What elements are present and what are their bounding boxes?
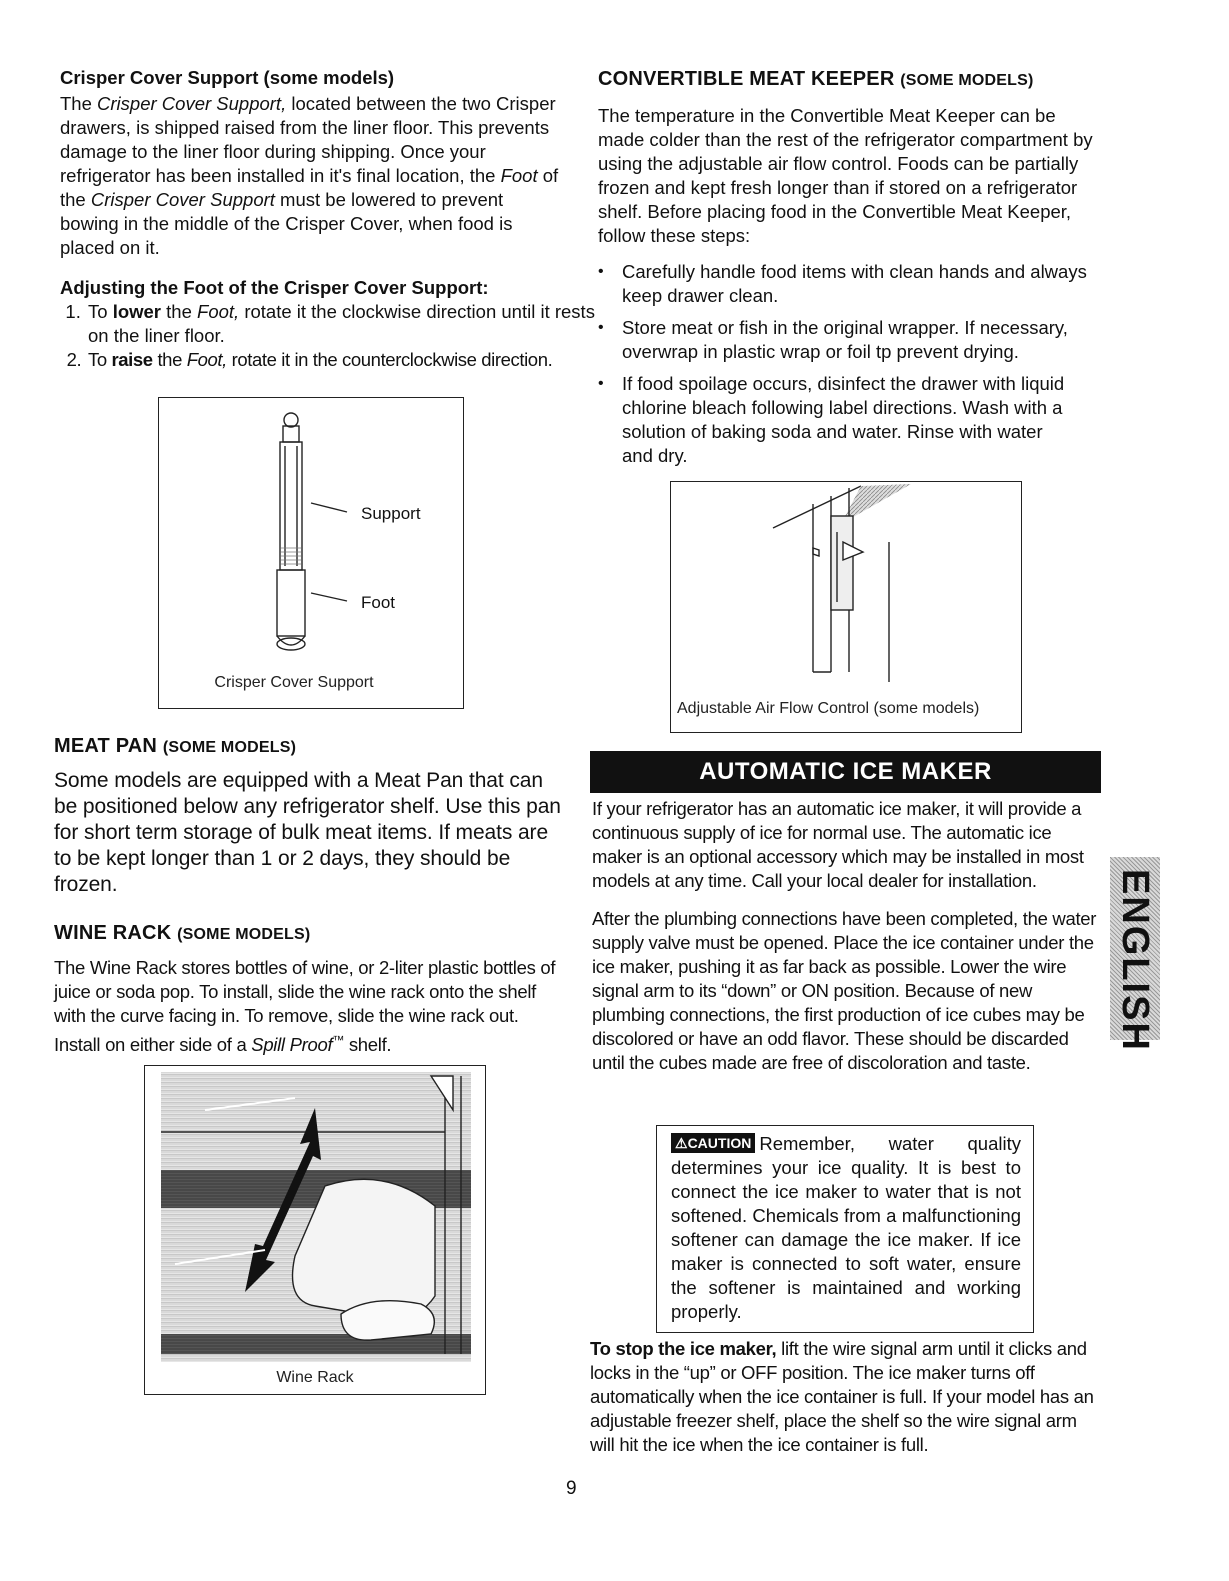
meat-pan-section [54,733,564,898]
ice-maker-para1: If your refrigerator has an automatic ice maker, it will provide a continuous supply of ice for normal use. The automatic ice maker is an optional accessory which may be installed in most models at any time. Call your local dealer for installation. [592,798,1084,891]
crisper-support-illustration [159,398,463,708]
wine-rack-illustration [145,1066,485,1394]
crisper-title: Crisper Cover Support (some models) [60,67,395,88]
foot-label: Foot [361,593,396,612]
english-tab-label: ENGLISH [1114,869,1156,1052]
step-lower: 1. To lower the Foot, rotate it the clockwise direction until it rests on the liner floor. [86,300,601,348]
wine-rack-figure-caption: Wine Rack [276,1369,354,1386]
wine-rack-body: The Wine Rack stores bottles of wine, or 2-liter plastic bottles of juice or soda pop. To install, slide the wine rack onto the shelf with the curve facing in. To remove, slide the wine rack out. Install on either side of a Spill Proof™ shelf. [54,957,556,1056]
meat-pan-title: MEAT PAN (SOME MODELS) [54,735,297,757]
adjust-title: Adjusting the Foot of the Crisper Cover Support: [60,277,489,298]
bullet-spoilage: • If food spoilage occurs, disinfect the drawer with liquid chlorine bleach following label directions. Wash with a solution of baking soda and water. Rinse with water and dry. [622,372,1077,468]
caution-box [656,1125,1034,1333]
air-flow-illustration [671,482,1021,732]
warning-triangle-icon: ⚠ [675,1135,688,1151]
support-label: Support [361,504,421,523]
meat-keeper-bullets [598,260,1113,468]
step-raise: 2. To raise the Foot, rotate it in the counterclockwise direction. [86,348,601,372]
meat-pan-body: Some models are equipped with a Meat Pan that can be positioned below any refrigerator shelf. Use this pan for short term storage of bulk meat items. If meats are to be kept longer than 1 or 2 days, they should be frozen. [54,769,561,896]
caution-badge: ⚠CAUTION [671,1133,755,1153]
english-side-tab [1110,857,1160,1052]
meat-keeper-title: CONVERTIBLE MEAT KEEPER (SOME MODELS) [598,68,1034,90]
crisper-section [60,66,595,372]
bullet-store: • Store meat or fish in the original wrapper. If necessary, overwrap in plastic wrap or foil tp prevent drying. [622,316,1113,364]
air-flow-figure-caption: Adjustable Air Flow Control (some models) [677,700,980,717]
stop-ice-maker: To stop the ice maker, lift the wire signal arm until it clicks and locks in the “up” or OFF position. The ice maker turns off automatically when the ice container is full. If your model has an adjustable freezer shelf, place the shelf so the wire signal arm will hit the ice when the ice container is full. [590,1338,1094,1455]
wine-rack-figure [144,1065,486,1395]
page-number: 9 [566,1478,577,1499]
meat-keeper-section [598,66,1113,468]
crisper-body: The Crisper Cover Support, located between the two Crisper drawers, is shipped raised from the liner floor. This prevents damage to the liner floor during shipping. Once your refrigerator has been installed in it's final location, the Foot of the Crisper Cover Support must be lowered to prevent bowing in the middle of the Crisper Cover, when food is placed on it. [60,93,559,258]
adjust-steps [60,300,601,372]
meat-keeper-body: The temperature in the Convertible Meat Keeper can be made colder than the rest of the refrigerator compartment by using the adjustable air flow control. Foods can be partially frozen and kept fresh longer than if stored on a refrigerator shelf. Before placing food in the Convertible Meat Keeper, follow these steps: [598,105,1093,246]
crisper-figure [158,397,464,709]
wine-rack-title: WINE RACK (SOME MODELS) [54,922,311,944]
ice-maker-banner: AUTOMATIC ICE MAKER [590,751,1101,793]
air-flow-figure [670,481,1022,733]
ice-maker-section [592,797,1104,1075]
caution-text: Remember, water quality determines your ice quality. It is best to connect the ice maker to water that is not softened. Chemicals from a malfunctioning softener can damage the ice maker. If ice maker is connected to soft water, ensure the softener is maintained and working properly. [671,1133,1021,1322]
ice-maker-para2: After the plumbing connections have been completed, the water supply valve must be opened. Place the ice container under the ice maker, pushing it as far back as possible. Lower the wire signal arm to its “down” or ON position. Because of new plumbing connections, the first production of ice cubes may be discolored or have an odd flavor. These should be discarded until the cubes made are free of discoloration and taste. [592,908,1097,1073]
bullet-handle: • Carefully handle food items with clean hands and always keep drawer clean. [622,260,1113,308]
wine-rack-section [54,920,564,1057]
crisper-figure-caption: Crisper Cover Support [214,674,374,691]
